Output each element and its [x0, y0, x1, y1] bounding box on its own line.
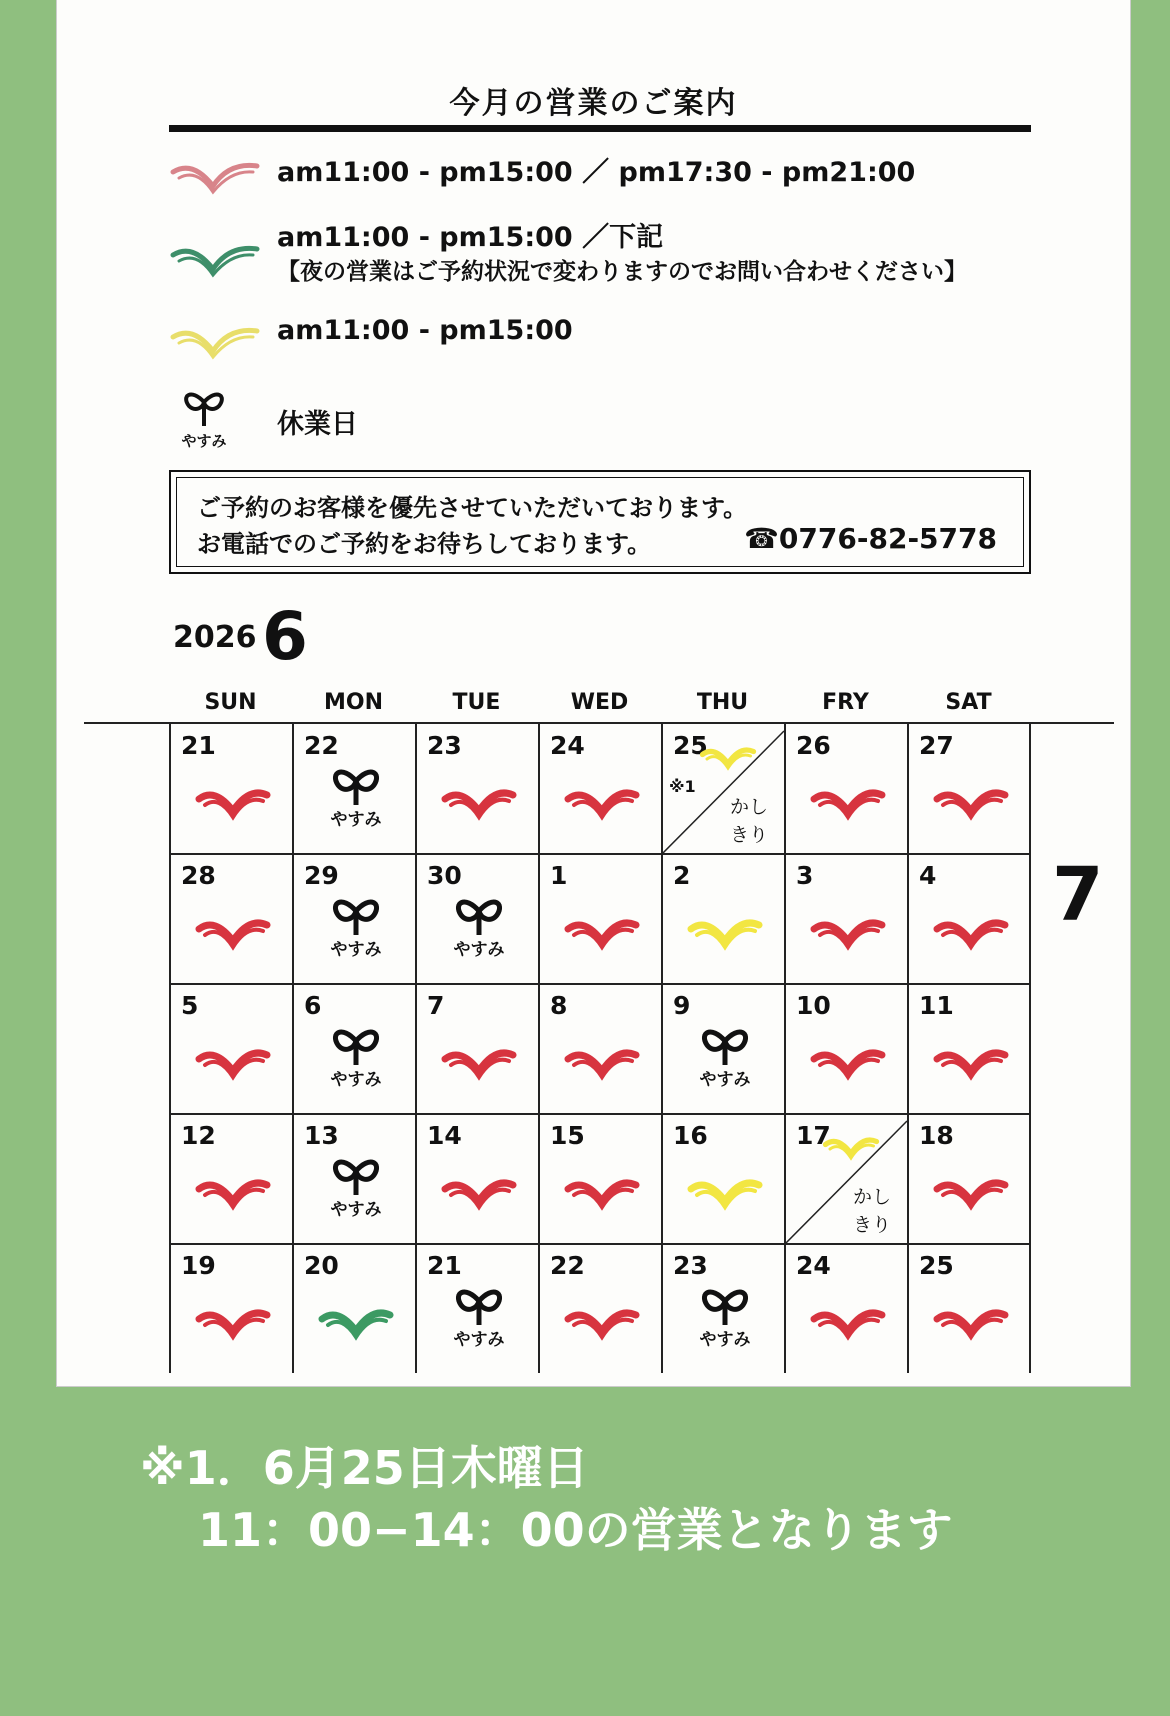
day-number: 15 — [550, 1121, 585, 1150]
day-number: 7 — [427, 991, 445, 1020]
sprout-icon — [685, 1281, 765, 1351]
day-number: 3 — [796, 861, 814, 890]
day-number: 22 — [550, 1251, 585, 1280]
calendar-day-cell — [786, 1245, 909, 1375]
day-number: 25 — [919, 1251, 954, 1280]
red-bird-icon — [193, 773, 273, 833]
day-number: 2 — [673, 861, 691, 890]
red-bird-icon — [193, 903, 273, 963]
day-number: 23 — [427, 731, 462, 760]
legend-hours-yellow: am11:00 - pm15:00 — [277, 315, 573, 346]
weekday-label: TUE — [452, 690, 501, 715]
day-number: 20 — [304, 1251, 339, 1280]
red-bird-icon — [808, 903, 888, 963]
calendar-sheet — [57, 0, 1130, 1386]
svg-text:やすみ: やすみ — [330, 1200, 382, 1220]
private-booking-label: かし きり — [729, 796, 768, 846]
red-bird-icon — [808, 1033, 888, 1093]
private-booking-label: かし きり — [852, 1186, 891, 1236]
day-number: 22 — [304, 731, 339, 760]
green-bird-icon — [316, 1293, 396, 1353]
calendar-day-cell — [171, 1115, 294, 1245]
day-number: 19 — [181, 1251, 216, 1280]
calendar-day-cell — [171, 725, 294, 855]
yellow-bird-icon — [685, 903, 765, 963]
day-number: 14 — [427, 1121, 462, 1150]
svg-text:やすみ: やすみ — [699, 1070, 751, 1090]
calendar-day-cell — [663, 1115, 786, 1245]
day-number: 6 — [304, 991, 322, 1020]
calendar-day-cell — [294, 1245, 417, 1375]
legend-hours-red: am11:00 - pm15:00 ／ pm17:30 - pm21:00 — [277, 157, 916, 188]
calendar-day-cell — [540, 1115, 663, 1245]
calendar-day-cell — [786, 985, 909, 1115]
day-number: 11 — [919, 991, 954, 1020]
phone-number: ☎0776-82-5778 — [744, 522, 997, 555]
red-bird-icon — [193, 1033, 273, 1093]
weekday-label: THU — [696, 690, 749, 715]
calendar-day-cell — [909, 985, 1032, 1115]
day-number: 27 — [919, 731, 954, 760]
day-number: 26 — [796, 731, 831, 760]
red-bird-icon — [931, 903, 1011, 963]
svg-text:やすみ: やすみ — [181, 432, 227, 450]
red-bird-icon — [562, 1163, 642, 1223]
red-bird-icon — [808, 1293, 888, 1353]
calendar-day-cell — [909, 855, 1032, 985]
day-number: 24 — [550, 731, 585, 760]
calendar-year: 2026 — [173, 620, 257, 655]
red-bird-icon — [562, 773, 642, 833]
calendar-day-cell — [294, 1115, 417, 1245]
legend-row-yellow — [169, 315, 1069, 375]
calendar-day-cell — [786, 855, 909, 985]
calendar-day-cell — [786, 725, 909, 855]
red-bird-icon — [439, 773, 519, 833]
calendar-day-cell — [909, 1245, 1032, 1375]
day-number: 1 — [550, 861, 568, 890]
next-month-label: 7 — [1052, 852, 1104, 938]
sprout-icon — [316, 1021, 396, 1091]
red-bird-icon — [439, 1033, 519, 1093]
red-bird-icon — [439, 1163, 519, 1223]
sprout-icon — [316, 891, 396, 961]
red-bird-icon — [193, 1163, 273, 1223]
calendar-day-cell — [663, 1245, 786, 1375]
legend-note-green: 【夜の営業はご予約状況で変わりますのでお問い合わせください】 — [277, 259, 967, 285]
red-bird-icon — [931, 1033, 1011, 1093]
day-number: 13 — [304, 1121, 339, 1150]
day-number: 25 — [673, 731, 708, 760]
calendar-day-cell — [417, 1115, 540, 1245]
red-bird-icon — [562, 1033, 642, 1093]
calendar-grid — [169, 723, 1031, 1373]
day-number: 8 — [550, 991, 568, 1020]
calendar-day-cell — [663, 855, 786, 985]
calendar-day-cell — [294, 725, 417, 855]
red-bird-icon — [562, 1293, 642, 1353]
weekday-label: SUN — [204, 690, 257, 715]
weekday-label: FRY — [822, 690, 869, 715]
yellow-bird-icon — [169, 315, 261, 365]
calendar-day-cell — [294, 855, 417, 985]
calendar-day-cell — [786, 1115, 909, 1245]
legend-row-green — [169, 215, 1069, 295]
red-bird-icon — [562, 903, 642, 963]
weekday-label: WED — [570, 690, 629, 715]
footer-note-date: ※1．6月25日木曜日 — [140, 1441, 589, 1495]
day-number: 21 — [181, 731, 216, 760]
sprout-icon — [685, 1021, 765, 1091]
day-number: 10 — [796, 991, 831, 1020]
weekday-header — [169, 690, 1031, 720]
notice-text-call: お電話でのご予約をお待ちしております。 — [197, 530, 652, 558]
day-number: 4 — [919, 861, 937, 890]
day-number: 9 — [673, 991, 691, 1020]
day-number: 23 — [673, 1251, 708, 1280]
svg-text:やすみ: やすみ — [453, 940, 505, 960]
svg-text:やすみ: やすみ — [699, 1330, 751, 1350]
calendar-day-cell — [417, 725, 540, 855]
calendar-day-cell — [171, 1245, 294, 1375]
title-divider — [169, 125, 1031, 132]
day-number: 30 — [427, 861, 462, 890]
day-number: 24 — [796, 1251, 831, 1280]
day-number: 17 — [796, 1121, 831, 1150]
legend-closed-label: 休業日 — [277, 409, 358, 440]
calendar-day-cell — [417, 855, 540, 985]
yellow-bird-icon — [685, 1163, 765, 1223]
calendar-day-cell — [909, 725, 1032, 855]
day-number: 18 — [919, 1121, 954, 1150]
weekday-label: SAT — [945, 690, 992, 715]
red-bird-icon — [931, 1293, 1011, 1353]
svg-text:やすみ: やすみ — [453, 1330, 505, 1350]
page-title: 今月の営業のご案内 — [449, 86, 738, 121]
green-bird-icon — [169, 233, 261, 283]
sprout-icon — [439, 1281, 519, 1351]
calendar-day-cell — [540, 855, 663, 985]
sprout-icon — [316, 1151, 396, 1221]
calendar-day-cell — [540, 725, 663, 855]
weekday-label: MON — [323, 690, 383, 715]
legend-hours-green: am11:00 - pm15:00 ／下記 — [277, 222, 664, 253]
red-bird-icon — [169, 150, 261, 200]
svg-text:やすみ: やすみ — [330, 1070, 382, 1090]
calendar-day-cell — [663, 985, 786, 1115]
calendar-day-cell — [909, 1115, 1032, 1245]
day-number: 29 — [304, 861, 339, 890]
svg-text:やすみ: やすみ — [330, 810, 382, 830]
day-number: 28 — [181, 861, 216, 890]
calendar-day-cell — [294, 985, 417, 1115]
legend-row-red — [169, 150, 1069, 210]
day-number: 12 — [181, 1121, 216, 1150]
svg-text:やすみ: やすみ — [330, 940, 382, 960]
red-bird-icon — [808, 773, 888, 833]
calendar-day-cell — [171, 985, 294, 1115]
calendar-day-cell — [417, 1245, 540, 1375]
legend-row-closed — [169, 382, 1069, 452]
sprout-icon — [316, 761, 396, 831]
sprout-icon — [439, 891, 519, 961]
day-number: 16 — [673, 1121, 708, 1150]
calendar-day-cell — [540, 1245, 663, 1375]
red-bird-icon — [193, 1293, 273, 1353]
reservation-notice — [169, 470, 1031, 574]
red-bird-icon — [931, 1163, 1011, 1223]
footer-note-hours: 11：00−14：00の営業となります — [198, 1503, 953, 1557]
calendar-day-cell — [663, 725, 786, 855]
footnote-marker: ※1 — [669, 777, 696, 796]
sprout-icon — [169, 382, 239, 452]
calendar-day-cell — [171, 855, 294, 985]
day-number: 21 — [427, 1251, 462, 1280]
calendar-month: 6 — [262, 598, 308, 675]
day-number: 5 — [181, 991, 199, 1020]
calendar-day-cell — [417, 985, 540, 1115]
calendar-day-cell — [540, 985, 663, 1115]
red-bird-icon — [931, 773, 1011, 833]
notice-text-priority: ご予約のお客様を優先させていただいております。 — [197, 494, 748, 522]
